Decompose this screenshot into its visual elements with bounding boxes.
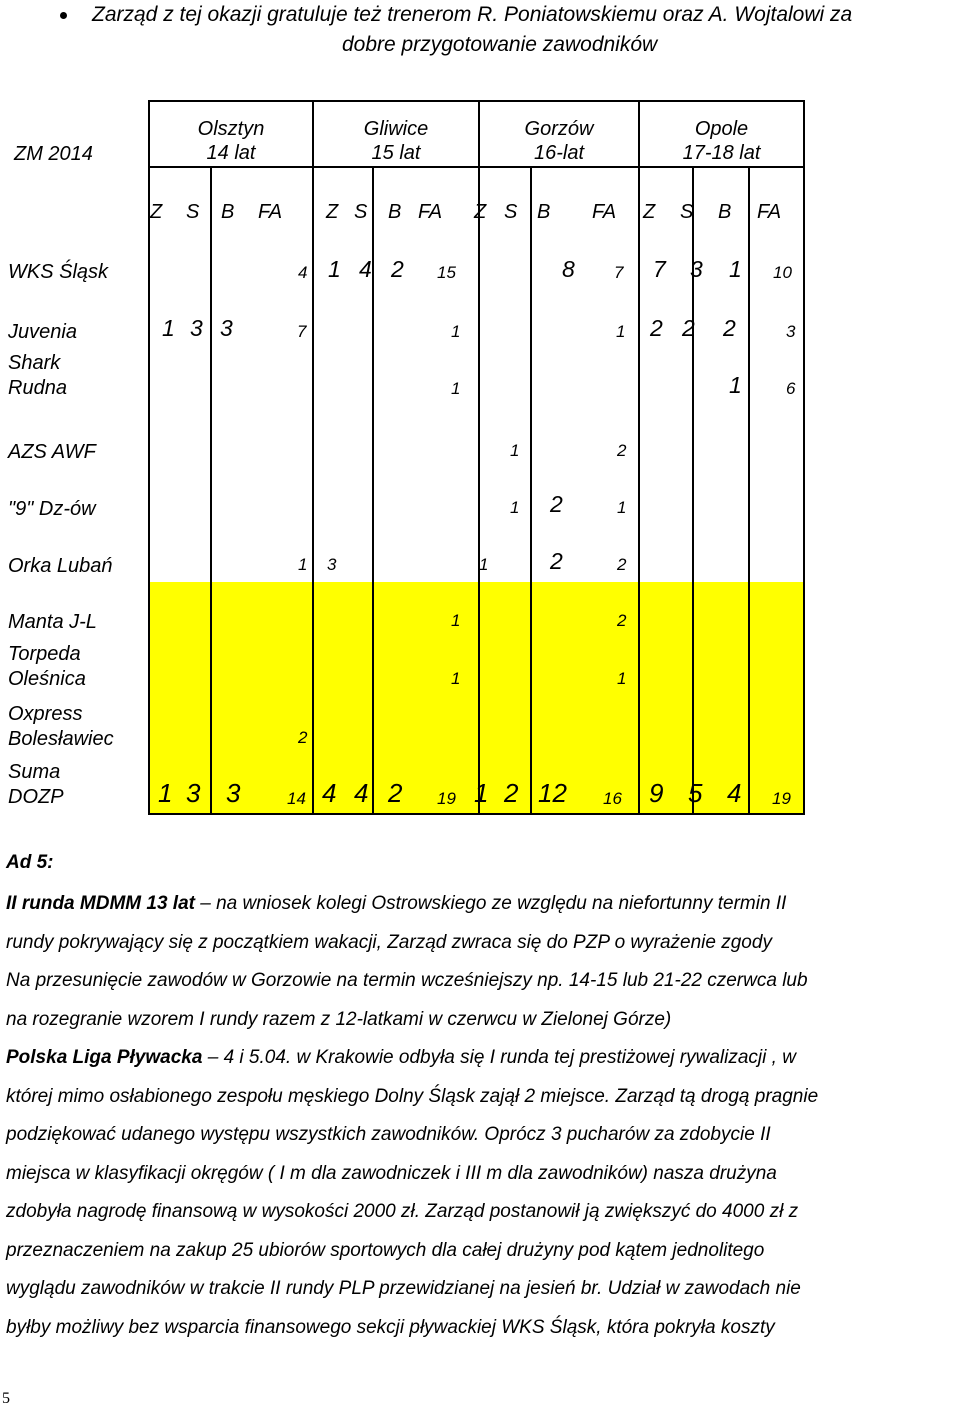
medal-count: 2 [617,555,627,574]
medal-count: 2 [550,548,563,574]
table-border-header [148,166,805,168]
medal-count: 1 [617,669,627,688]
medal-count: 1 [617,498,627,517]
paragraph-line [6,962,956,1001]
medal-col-header: S [680,201,694,223]
medal-count: 2 [617,441,627,460]
club-name [8,642,86,692]
line-text: na rozegranie wzorem I rundy razem z 12-latkami w czerwcu w Zielonej Górze) [6,1008,672,1030]
age-group: 14 lat [206,142,256,164]
medal-col-header: Z [643,201,656,223]
medal-count: 1 [729,372,742,398]
medal-count: 1 [510,441,520,460]
paragraph-line [6,1155,956,1194]
medal-count: 3 [690,256,703,282]
total-count: 5 [688,778,703,808]
paragraph-line [6,1193,956,1232]
medal-col-header: B [221,201,235,223]
line-text: – 4 i 5.04. w Krakowie odbyła się I runda tej prestiżowej rywalizacji , w [202,1047,796,1068]
club-name-line: Torpeda [8,643,81,665]
club-name-line: Oleśnica [8,668,86,690]
medal-col-header: B [388,201,402,223]
age-group: 17-18 lat [682,142,761,164]
medal-col-header: FA [258,201,283,223]
column-gridline [530,166,532,815]
medal-count: 2 [298,728,308,747]
medal-count: 4 [359,256,372,282]
total-count: 12 [538,778,567,808]
club-name [8,702,114,752]
club-name-total [8,760,64,810]
table-corner-label: ZM 2014 [14,143,93,165]
total-count: 2 [504,778,519,808]
medal-count: 3 [786,322,796,341]
total-count: 16 [603,789,622,808]
medal-col-header: S [186,201,200,223]
medal-col-header: FA [592,201,617,223]
medal-col-header: FA [757,201,782,223]
total-count: 9 [649,778,664,808]
bold-phrase: II runda MDMM 13 lat [6,893,195,914]
page-number: 5 [2,1390,10,1407]
medal-count: 1 [451,611,461,630]
paragraph-line [6,885,956,924]
age-group: 16-lat [533,142,585,164]
bullet-paragraph [70,0,950,60]
bullet-line-2: dobre przygotowanie zawodników [342,33,658,56]
line-text: podziękować udanego występu wszystkich zawodników. Oprócz 3 pucharów za zdobycie II [6,1124,771,1145]
column-gridline [210,166,212,815]
total-count: 4 [727,778,742,808]
medal-count: 7 [653,256,666,282]
medal-count: 1 [298,555,308,574]
club-name-line: DOZP [8,786,64,808]
total-count: 14 [287,789,306,808]
medal-count: 1 [479,555,489,574]
column-gridline [372,166,374,815]
medal-col-header: S [354,201,368,223]
city-name: Opole [694,118,749,140]
club-name [8,351,67,401]
medal-count: 2 [391,256,404,282]
results-table [0,100,805,815]
club-name: AZS AWF [8,441,96,463]
bullet-dot-icon [60,12,67,19]
medal-col-header: S [504,201,518,223]
paragraph-line [6,1116,956,1155]
medal-count: 2 [550,491,563,517]
line-text: byłby możliwy bez wsparcia finansowego sekcji pływackiej WKS Śląsk, która pokryła koszty [6,1316,775,1338]
line-text: Na przesunięcie zawodów w Gorzowie na termin wcześniejszy np. 14-15 lub 21-22 czerwca lub [6,970,808,991]
medal-count: 1 [451,669,461,688]
bold-phrase: Polska Liga Pływacka [6,1047,203,1068]
total-count: 4 [354,778,369,808]
medal-count: 1 [729,256,742,282]
club-name: Juvenia [8,321,77,343]
table-border-top [148,100,805,102]
medal-count: 1 [328,256,341,282]
city-name: Olsztyn [197,118,265,140]
column-gridline [312,166,314,815]
medal-count: 15 [437,263,456,282]
medal-count: 2 [682,315,695,341]
medal-count: 10 [773,263,792,282]
total-count: 1 [474,778,489,808]
medal-count: 4 [298,263,308,282]
section-heading: Ad 5: [6,852,54,873]
city-header [314,117,478,165]
medal-count: 2 [723,315,736,341]
medal-count: 1 [616,322,626,341]
table-border-right [803,100,805,815]
total-count: 4 [322,778,337,808]
total-count: 2 [388,778,403,808]
age-group: 15 lat [371,142,421,164]
club-name-line: Oxpress [8,703,83,725]
city-name: Gorzów [524,118,594,140]
total-count: 19 [772,789,791,808]
medal-count: 1 [510,498,520,517]
table-border-bottom [148,813,805,815]
club-name: Orka Lubań [8,555,113,577]
club-name: Manta J-L [8,611,97,633]
medal-col-header: FA [418,201,443,223]
medal-count: 1 [451,379,461,398]
medal-count: 3 [220,315,233,341]
medal-count: 8 [562,256,575,282]
line-text: której mimo osłabionego zespołu męskiego Dolny Śląsk zajął 2 miejsce. Zarząd tą drogą pragnie [6,1085,819,1107]
city-header [640,117,803,165]
medal-count: 1 [451,322,461,341]
medal-col-header: Z [326,201,339,223]
paragraph-line [6,924,956,963]
club-name-line: Shark [8,352,61,374]
medal-count: 3 [190,315,203,341]
column-gridline [638,166,640,815]
total-count: 3 [186,778,201,808]
line-text: zdobyła nagrodę finansową w wysokości 2000 zł. Zarząd postanowił ją zwiększyć do 4000 zł z [6,1201,799,1222]
paragraph-line [6,1232,956,1271]
total-count: 1 [158,778,173,808]
medal-count: 2 [650,315,663,341]
medal-col-header: B [718,201,732,223]
line-text: – na wniosek kolegi Ostrowskiego ze względu na niefortunny termin II [194,893,787,914]
medal-count: 6 [786,379,796,398]
line-text: wyglądu zawodników w trakcie II rundy PLP przewidzianej na jesień br. Udział w zawodach nie [6,1278,801,1299]
line-text: przeznaczeniem na zakup 25 ubiorów sportowych dla całej drużyny pod kątem jednolitego [6,1239,765,1261]
medal-count: 3 [327,555,337,574]
club-name-line: Bolesławiec [8,728,114,750]
medal-count: 7 [614,263,624,282]
body-paragraph [6,885,956,1347]
medal-col-header: Z [474,201,487,223]
medal-col-header: Z [150,201,163,223]
paragraph-line [6,1039,956,1078]
bullet-line-1: Zarząd z tej okazji gratuluje też trenerom R. Poniatowskiemu oraz A. Wojtalowi za [92,3,853,26]
medal-count: 2 [617,611,627,630]
medal-col-header: B [537,201,551,223]
paragraph-line [6,1309,956,1348]
total-count: 3 [226,778,241,808]
club-name: "9" Dz-ów [8,498,96,520]
club-name: WKS Śląsk [8,261,109,283]
city-header [150,117,312,165]
club-name-line: Suma [8,761,61,783]
paragraph-line [6,1078,956,1117]
paragraph-line [6,1270,956,1309]
medal-count: 1 [162,315,175,341]
total-count: 19 [437,789,456,808]
club-name-line: Rudna [8,377,67,399]
city-header [480,117,638,165]
line-text: rundy pokrywający się z początkiem wakacji, Zarząd zwraca się do PZP o wyrażenie zgody [6,931,772,953]
city-name: Gliwice [363,118,429,140]
column-gridline [478,166,480,815]
paragraph-line [6,1001,956,1040]
medal-count: 7 [297,322,307,341]
line-text: miejsca w klasyfikacji okręgów ( I m dla zawodniczek i III m dla zawodników) nasza drużyna [6,1162,777,1184]
column-gridline [748,166,750,815]
